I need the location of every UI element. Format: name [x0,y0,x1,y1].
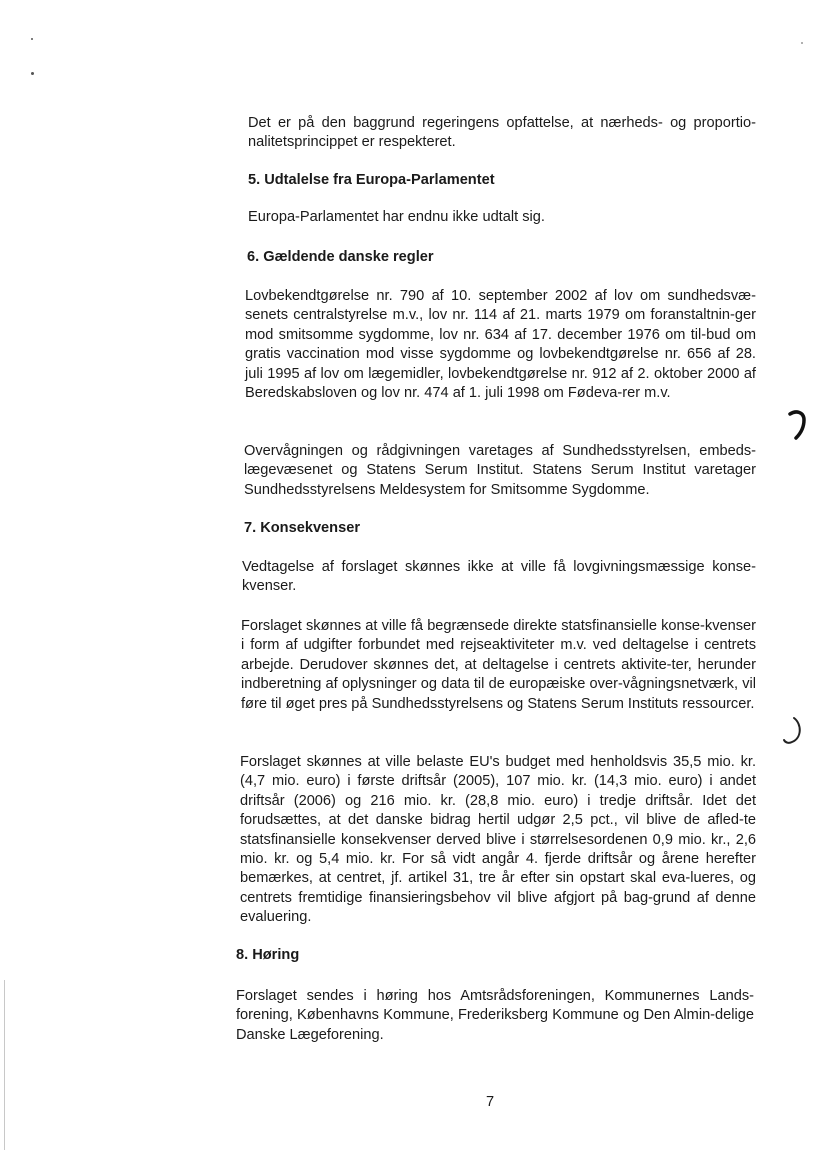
paragraph-monitoring: Overvågningen og rådgivningen varetages af Sundhedsstyrelsen, embeds-lægevæsenet og Statens Serum Institut. Statens Serum Institut varetager Sundhedsstyrelsens Meldesystem for Smitsomme Sygdomme. [244,443,756,498]
paragraph-danish-rules: Lovbekendtgørelse nr. 790 af 10. september 2002 af lov om sundhedsvæ-senets centralstyrelse m.v., lov nr. 114 af 21. marts 1979 om foranstaltnin-ger mod smitsomme sygdomme, lov nr. 634 af 17. december 1976 om til-bud om gratis vaccination mod visse sygdomme og lovbekendtgørelse nr. 656 af 28. juli 1995 af lov om lægemidler, lovbekendtgørelse nr. 912 af 2. oktober 2000 af Beredskabsloven og lov nr. 474 af 1. juli 1998 om Fødeva-rer m.v. [245,288,756,402]
punch-hole-mark [780,714,806,746]
scan-speck [31,72,34,75]
heading-section-7: 7. Konsekvenser [244,520,361,536]
scan-speck [801,42,803,44]
paragraph-eu-budget: Forslaget skønnes at ville belaste EU's budget med henholdsvis 35,5 mio. kr. (4,7 mio. euro) i første driftsår (2005), 107 mio. kr. (14,3 mio. euro) i andet driftsår (2006) og 216 mio. kr. (28,8 mio. euro) i tredje driftsår. Idet det forudsættes, at det danske bidrag hertil udgør 2,5 pct., vil blive de afled-te statsfinansielle konsekvenser derved blive i størrelsesordenen 0,9 mio. kr., 2,6 mio. kr. og 5,4 mio. kr. For så vidt angår 4. fjerde driftsår og årene herefter bemærkes, at centret, jf. artikel 31, tre år efter sin opstart skal eva-lueres, og centrets fremtidige finansieringsbehov vil blive afgjort på bag-grund af denne evaluering. [240,754,756,926]
heading-section-8: 8. Høring [236,947,300,963]
paragraph-parliament: Europa-Parlamentet har endnu ikke udtalt sig. [248,209,545,225]
punch-hole-mark [786,408,810,440]
heading-section-5: 5. Udtalelse fra Europa-Parlamentet [248,172,495,188]
paragraph-hearing: Forslaget sendes i høring hos Amtsrådsforeningen, Kommunernes Lands-forening, Københavns Kommune, Frederiksberg Kommune og Den Almin-delige Danske Lægeforening. [236,988,754,1043]
paragraph-legislative-consequences: Vedtagelse af forslaget skønnes ikke at ville få lovgivningsmæssige konse-kvenser. [242,559,756,595]
scan-edge-line [4,980,5,1150]
paragraph-subsidiarity: Det er på den baggrund regeringens opfattelse, at nærheds- og proportio-nalitetsprincippet er respekteret. [248,115,756,151]
page-number: 7 [485,1094,495,1110]
heading-section-6: 6. Gældende danske regler [247,249,434,265]
scan-speck [31,38,33,40]
paragraph-financial-consequences: Forslaget skønnes at ville få begrænsede direkte statsfinansielle konse-kvenser i form af udgifter forbundet med rejseaktiviteter m.v. ved deltagelse i centrets arbejde. Derudover skønnes det, at deltagelse i centrets aktivite-ter, herunder indberetning af oplysninger og data til de europæiske over-vågningsnetværk, vil føre til øget pres på Sundhedsstyrelsens og Statens Serum Instituts ressourcer. [241,618,756,712]
